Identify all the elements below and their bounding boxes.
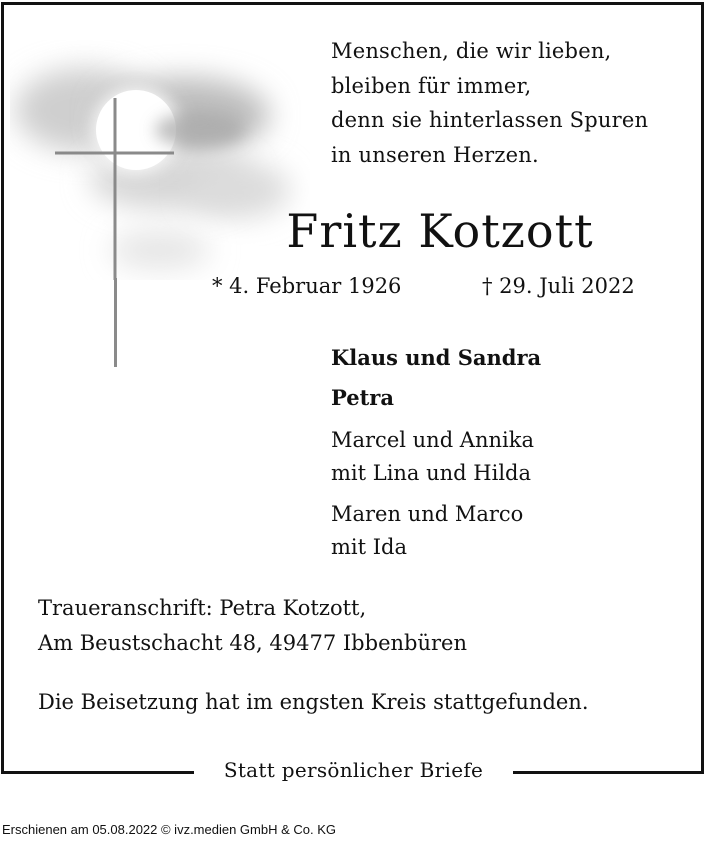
bottom-rule-left xyxy=(1,771,194,774)
quote-line: denn sie hinterlassen Spuren xyxy=(331,108,649,132)
bottom-rule-right xyxy=(513,771,704,774)
death-date: † 29. Juli 2022 xyxy=(482,274,635,298)
address-line: Am Beustschacht 48, 49477 Ibbenbüren xyxy=(38,631,467,655)
quote-line: bleiben für immer, xyxy=(331,73,532,98)
burial-note: Die Beisetzung hat im engsten Kreis stattgefunden. xyxy=(38,690,589,714)
mourner-group xyxy=(331,498,541,564)
deceased-name: Fritz Kotzott xyxy=(286,204,594,258)
mourning-address xyxy=(38,591,467,661)
mourner-line: Maren und Marco xyxy=(331,502,524,526)
cross-vertical-bar xyxy=(114,278,117,367)
quote-line: Menschen, die wir lieben, xyxy=(331,39,612,63)
mourner-group xyxy=(331,424,541,490)
memorial-quote xyxy=(331,34,648,172)
mourner-line: Marcel und Annika xyxy=(331,428,534,452)
footer-motto: Statt persönlicher Briefe xyxy=(223,758,484,782)
quote-line: in unseren Herzen. xyxy=(331,142,539,167)
birth-date: * 4. Februar 1926 xyxy=(212,274,402,298)
publisher-credit: Erschienen am 05.08.2022 © ivz.medien GmbH & Co. KG xyxy=(2,822,337,837)
mourners-list xyxy=(331,338,541,564)
mourner-primary: Klaus und Sandra xyxy=(331,345,542,370)
mourner-line: mit Ida xyxy=(331,535,408,559)
address-line: Traueranschrift: Petra Kotzott, xyxy=(38,596,367,620)
mourner-primary: Petra xyxy=(331,385,394,410)
mourner-line: mit Lina und Hilda xyxy=(331,461,532,485)
